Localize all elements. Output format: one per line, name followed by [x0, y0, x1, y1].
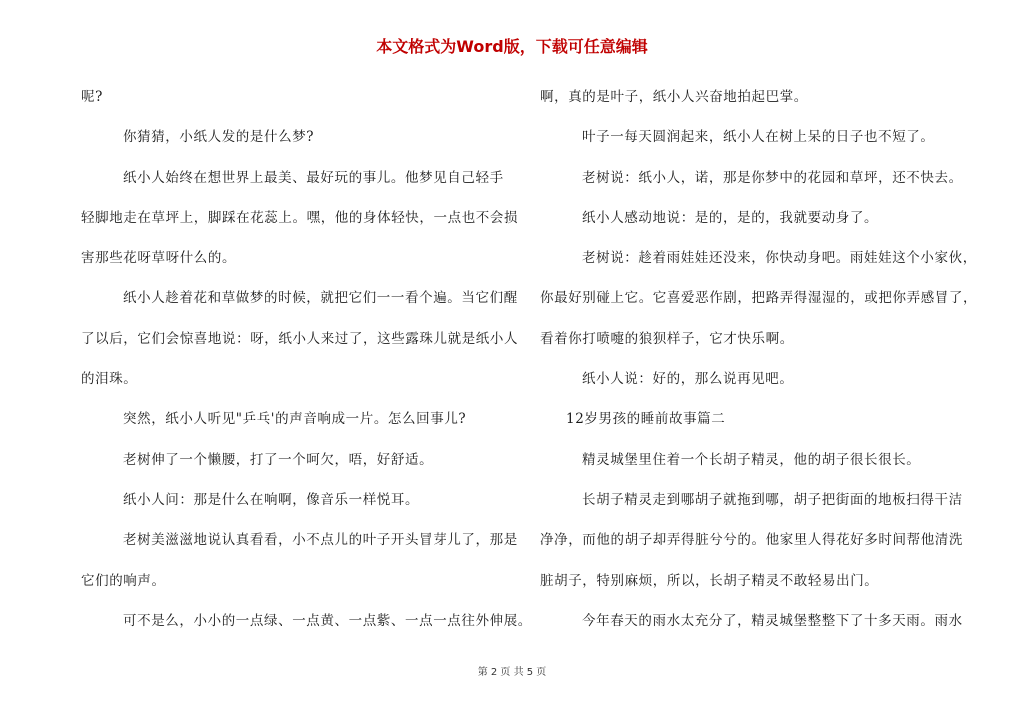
text-line: 精灵城堡里住着一个长胡子精灵，他的胡子很长很长。 — [582, 451, 921, 468]
text-line: 的泪珠。 — [81, 371, 138, 388]
right-column — [540, 77, 978, 641]
text-line: 你猜猜，小纸人发的是什么梦? — [123, 129, 315, 146]
text-line: 老树伸了一个懒腰，打了一个呵欠，唔，好舒适。 — [123, 451, 434, 468]
page-number: 第 2 页 共 5 页 — [477, 667, 547, 678]
text-line: 看着你打喷嚏的狼狈样子，它才快乐啊。 — [540, 330, 794, 347]
text-line: 害那些花呀草呀什么的。 — [81, 250, 237, 267]
text-line: 纸小人始终在想世界上最美、最好玩的事儿。他梦见自己轻手 — [123, 169, 504, 186]
text-line: 长胡子精灵走到哪胡子就拖到哪，胡子把街面的地板扫得干洁 — [582, 491, 963, 508]
text-line: 它们的响声。 — [81, 572, 166, 589]
text-line: 净净，而他的胡子却弄得脏兮兮的。他家里人得花好多时间帮他清洗 — [540, 532, 963, 549]
text-line: 叶子一每天圆润起来，纸小人在树上呆的日子也不短了。 — [582, 129, 935, 146]
text-line: 纸小人问：那是什么在响啊，像音乐一样悦耳。 — [123, 491, 420, 508]
text-line: 啊，真的是叶子，纸小人兴奋地拍起巴掌。 — [540, 89, 808, 105]
text-line: 12岁男孩的睡前故事篇二 — [566, 411, 726, 428]
text-line: 轻脚地走在草坪上，脚踩在花蕊上。嘿，他的身体轻快，一点也不会损 — [81, 209, 519, 226]
left-column — [81, 77, 532, 641]
text-line: 脏胡子，特别麻烦，所以，长胡子精灵不敢轻易出门。 — [540, 572, 879, 589]
text-line: 今年春天的雨水太充分了，精灵城堡整整下了十多天雨。雨水 — [582, 612, 963, 629]
text-line: 老树说：纸小人，诺，那是你梦中的花园和草坪，还不快去。 — [582, 169, 963, 186]
text-line: 老树美滋滋地说认真看看，小不点儿的叶子开头冒芽儿了，那是 — [123, 532, 518, 549]
text-line: 可不是么，小小的一点绿、一点黄、一点紫、一点一点往外伸展。 — [123, 612, 532, 629]
text-line: 老树说：趁着雨娃娃还没来，你快动身吧。雨娃娃这个小家伙， — [582, 250, 977, 267]
text-line: 纸小人趁着花和草做梦的时候，就把它们一一看个遍。当它们醒 — [123, 290, 518, 307]
format-banner: 本文格式为Word版，下载可任意编辑 — [376, 37, 648, 56]
text-line: 纸小人说：好的，那么说再见吧。 — [582, 371, 794, 388]
text-line: 纸小人感动地说：是的，是的，我就要动身了。 — [582, 209, 879, 226]
text-line: 了以后，它们会惊喜地说：呀，纸小人来过了，这些露珠儿就是纸小人 — [81, 330, 519, 347]
text-line: 你最好别碰上它。它喜爱恶作剧，把路弄得湿湿的，或把你弄感冒了， — [540, 290, 978, 307]
text-line: 呢? — [81, 89, 103, 105]
text-line: 突然，纸小人听见"乒乓'的声音响成一片。怎么回事儿? — [123, 411, 467, 428]
